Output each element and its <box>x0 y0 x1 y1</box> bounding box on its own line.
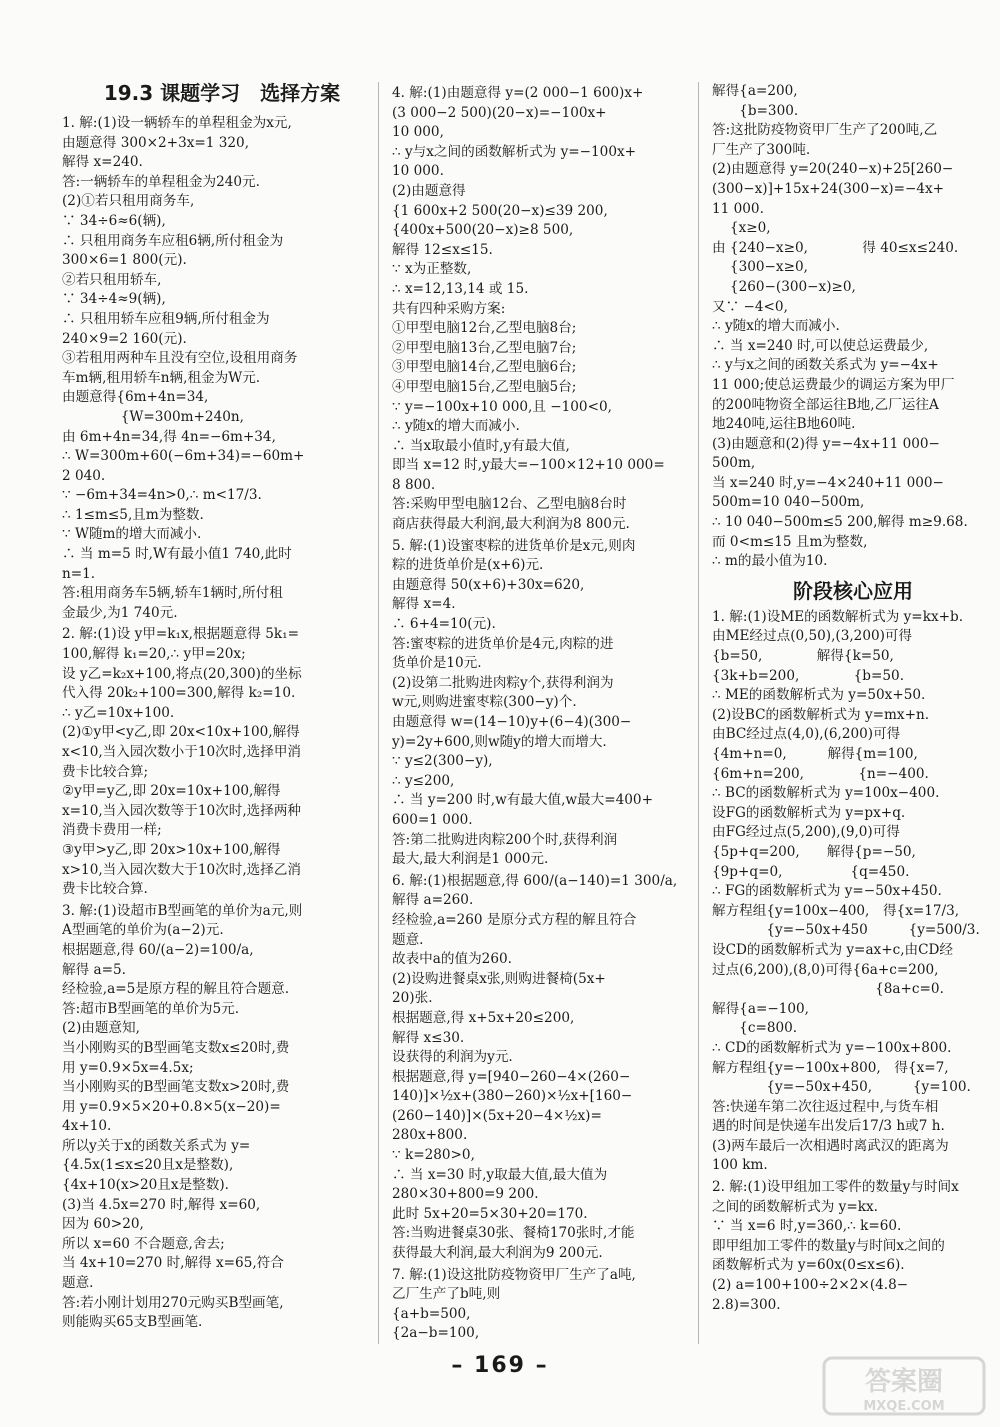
text-line: {9p+q=0, {q=450. <box>712 863 910 880</box>
text-line: 由 {240−x≥0, 得 40≤x≤240. <box>712 239 959 256</box>
text-line: 答:当购进餐桌30张、餐椅170张时,才能 <box>392 1225 635 1242</box>
text-line: ∴ y≤200, <box>392 772 455 789</box>
text-line: ∵ y≤2(300−y), <box>392 753 493 770</box>
column-divider-1 <box>378 82 379 1344</box>
text-line: {4.5x(1≤x≤20且x是整数), <box>62 1157 234 1174</box>
text-line: 粽的进货单价是(x+6)元. <box>392 557 544 574</box>
text-line: (2)由题意知, <box>62 1020 140 1037</box>
text-line: 货单价是10元. <box>392 655 482 672</box>
text-line: 解得 x=4. <box>392 596 456 613</box>
text-line: 当 x=240 时,y=−4×240+11 000− <box>712 474 944 491</box>
text-line: ④甲型电脑15台,乙型电脑5台; <box>392 378 577 395</box>
text-line: (3)由题意和(2)得 y=−4x+11 000− <box>712 435 940 452</box>
text-line: 11 000;使总运费最少的调运方案为甲厂 <box>712 376 955 393</box>
text-line: 解得 a=5. <box>62 961 126 978</box>
text-line: 之间的函数解析式为 y=kx. <box>712 1198 878 1215</box>
text-line: {4m+n=0, 解得{m=100, <box>712 746 918 762</box>
text-line: ∵ W随m的增大而减小. <box>62 526 202 543</box>
text-line: ∴ 1≤m≤5,且m为整数. <box>62 506 204 523</box>
text-line: 所以y关于x的函数关系式为 y= <box>62 1137 251 1154</box>
text-line: ∵ 34÷6≈6(辆), <box>62 212 166 229</box>
text-line: ∴ CD的函数解析式为 y=−100x+800. <box>712 1039 952 1056</box>
text-line: 500m=10 040−500m, <box>712 494 865 511</box>
text-line: 根据题意,得 x+5x+20≤200, <box>392 1009 575 1026</box>
text-line: ∴ 当 x=240 时,可以使总运费最少, <box>712 337 929 354</box>
text-line: (2)①若只租用商务车, <box>62 193 195 210</box>
text-line: x<10,当入园次数小于10次时,选择甲消 <box>62 744 302 760</box>
text-line: 由 6m+4n=34,得 4n=−6m+34, <box>62 428 276 445</box>
text-line: ∴ 6+4=10(元). <box>392 616 496 633</box>
column-2 <box>392 82 682 1344</box>
text-line: 经检验,a=260 是原分式方程的解且符合 <box>392 911 637 928</box>
text-line: {1 600x+2 500(20−x)≤39 200, <box>392 202 608 219</box>
text-line: ∴ 当 m=5 时,W有最小值1 740,此时 <box>62 546 292 563</box>
text-line: ∴ y乙=10x+100. <box>62 704 175 721</box>
text-line: 解得{a=−100, <box>712 1000 809 1017</box>
text-line: 300×6=1 800(元). <box>62 252 187 269</box>
text-line: 由FG经过点(5,200),(9,0)可得 <box>712 824 900 841</box>
text-line: 100 km. <box>712 1157 768 1174</box>
text-line: 280×30+800=9 200. <box>392 1186 539 1203</box>
text-line: 厂生产了300吨. <box>712 141 811 158</box>
text-line: ∴ y与x之间的函数解析式为 y=−100x+ <box>392 143 637 160</box>
text-line: 函数解析式为 y=60x(0≤x≤6). <box>712 1257 905 1274</box>
text-line: ∴ y随x的增大而减小. <box>712 318 840 335</box>
text-line: ∴ y随x的增大而减小. <box>392 418 520 435</box>
text-line: 由题意得{6m+4n=34, <box>62 389 209 406</box>
text-line: 答:超市B型画笔的单价为5元. <box>62 1000 240 1017</box>
text-line: ∴ FG的函数解析式为 y=−50x+450. <box>712 883 942 900</box>
text-line: ②y甲=y乙,即 20x=10x+100,解得 <box>62 783 281 800</box>
text-line: x>10,当入园次数大于10次时,选择乙消 <box>62 861 302 878</box>
text-line: ∴ 10 040−500m≤5 200,解得 m≥9.68. <box>712 514 968 531</box>
text-line: 10 000, <box>392 124 444 141</box>
text-line: (3 000−2 500)(20−x)=−100x+ <box>392 104 607 121</box>
text-line: y)=2y+600,则w随y的增大而增大. <box>392 733 607 750</box>
text-line: ∴ y与x之间的函数关系式为 y=−4x+ <box>712 357 939 374</box>
text-line: 当小刚购买的B型画笔支数x>20时,费 <box>62 1079 290 1096</box>
col3-body-b <box>712 608 994 1315</box>
text-line: (2)设第二批购进肉粽y个,获得利润为 <box>392 674 614 691</box>
text-line: 而 0<m≤15 且m为整数, <box>712 533 868 550</box>
text-line: (260−140)]×(5x+20−4×½x)= <box>392 1107 602 1124</box>
text-line: 8 800. <box>392 476 436 493</box>
text-line: {8a+c=0. <box>712 981 944 998</box>
text-line: {y=−50x+450, {y=100. <box>712 1079 971 1096</box>
text-line: 用 y=0.9×5x=4.5x; <box>62 1059 194 1076</box>
text-line: {4x+10(x>20且x是整数). <box>62 1177 229 1194</box>
text-line: 20)张. <box>392 990 433 1007</box>
text-line: 答:采购甲型电脑12台、乙型电脑8台时 <box>392 496 627 513</box>
column-1 <box>62 112 364 1344</box>
text-line: (3)当 4.5x=270 时,解得 x=60, <box>62 1196 261 1213</box>
column-3 <box>712 82 994 1344</box>
text-line: ∵ 当 x=6 时,y=360,∴ k=60. <box>712 1218 902 1235</box>
text-line: ③甲型电脑14台,乙型电脑6台; <box>392 359 577 376</box>
text-line: 280x+800. <box>392 1127 468 1144</box>
text-line: 所以 x=60 不合题意,舍去; <box>62 1235 225 1252</box>
text-line: (300−x)]+15x+24(300−x)=−4x+ <box>712 180 945 197</box>
text-line: 100,解得 k₁=20,∴ y甲=20x; <box>62 646 246 663</box>
text-line: 解得 a=260. <box>392 892 474 909</box>
text-line: ①甲型电脑12台,乙型电脑8台; <box>392 320 577 337</box>
text-line: 经检验,a=5是原方程的解且符合题意. <box>62 981 290 998</box>
text-line: 根据题意,得 y=[940−260−4×(260− <box>392 1068 631 1085</box>
text-line: ∴ 当x取最小值时,y有最大值, <box>392 437 570 454</box>
text-line: 题意. <box>392 931 424 948</box>
text-line: 140)]×½x+(380−260)×½x+[160− <box>392 1088 633 1105</box>
text-line: w元,则购进蜜枣粽(300−y)个. <box>392 694 577 711</box>
text-line: 由题意得 w=(14−10)y+(6−4)(300− <box>392 714 632 730</box>
text-line: 由BC经过点(4,0),(6,200)可得 <box>712 726 901 743</box>
text-line: ②若只租用轿车, <box>62 271 162 288</box>
text-line: {W=300m+240n, <box>62 408 244 425</box>
text-line: ∵ x为正整数, <box>392 261 472 278</box>
text-line: 用 y=0.9×5×20+0.8×5(x−20)= <box>62 1098 281 1115</box>
text-line: ∴ BC的函数解析式为 y=100x−400. <box>712 785 940 802</box>
text-line: 设CD的函数解析式为 y=ax+c,由CD经 <box>712 941 954 958</box>
text-line: 答:蜜枣粽的进货单价是4元,肉粽的进 <box>392 635 614 652</box>
text-line: (3)两车最后一次相遇时离武汉的距离为 <box>712 1137 949 1154</box>
text-line: ∴ W=300m+60(−6m+34)=−60m+ <box>62 448 305 465</box>
text-line: 根据题意,得 60/(a−2)=100/a, <box>62 941 254 958</box>
text-line: 当 4x+10=270 时,解得 x=65,符合 <box>62 1255 284 1272</box>
text-line: {y=−50x+450 {y=500/3. <box>712 922 980 939</box>
text-line: 6. 解:(1)根据题意,得 600/(a−140)=1 300/a, <box>392 872 678 889</box>
text-line: ∴ 只租用轿车应租9辆,所付租金为 <box>62 310 270 327</box>
text-line: 此时 5x+20=5×30+20=170. <box>392 1205 588 1222</box>
text-line: 1. 解:(1)设一辆轿车的单程租金为x元, <box>62 115 292 131</box>
text-line: (2)设购进餐桌x张,则购进餐椅(5x+ <box>392 970 606 987</box>
text-line: 3. 解:(1)设超市B型画笔的单价为a元,则 <box>62 902 303 919</box>
text-line: 即当 x=12 时,y最大=−100×12+10 000= <box>392 457 665 474</box>
text-line: 500m, <box>712 455 756 472</box>
column-divider-2 <box>698 82 699 1344</box>
text-line: 解得{a=200, <box>712 83 798 99</box>
text-line: 代入得 20k₂+100=300,解得 k₂=10. <box>62 685 296 702</box>
text-line: 车m辆,租用轿车n辆,租金为W元. <box>62 369 261 386</box>
text-line: 11 000. <box>712 200 764 217</box>
text-line: 获得最大利润,最大利润为9 200元. <box>392 1245 603 1262</box>
text-line: 遇的时间是快递车出发后17/3 h或7 h. <box>712 1118 945 1135</box>
col1-body <box>62 114 364 1333</box>
text-line: 由ME经过点(0,50),(3,200)可得 <box>712 628 913 645</box>
text-line: ∴ 当 y=200 时,w有最大值,w最大=400+ <box>392 792 653 809</box>
text-line: 又∵ −4<0, <box>712 298 788 315</box>
text-line: 当小刚购买的B型画笔支数x≤20时,费 <box>62 1039 290 1056</box>
text-line: {b=300. <box>712 102 799 119</box>
text-line: 2.8)=300. <box>712 1296 781 1313</box>
text-line: 由题意得 300×2+3x=1 320, <box>62 134 250 151</box>
text-line: {x≥0, <box>712 220 771 237</box>
text-line: 2 040. <box>62 467 106 484</box>
text-line: 5. 解:(1)设蜜枣粽的进货单价是x元,则肉 <box>392 537 636 554</box>
text-line: {260−(300−x)≥0, <box>712 278 856 295</box>
text-line: 费卡比较合算; <box>62 763 149 780</box>
text-line: 地240吨,运往B地60吨. <box>712 416 856 433</box>
text-line: ∴ 只租用商务车应租6辆,所付租金为 <box>62 232 284 249</box>
text-line: 4. 解:(1)由题意得 y=(2 000−1 600)x+ <box>392 85 644 101</box>
text-line: 过点(6,200),(8,0)可得{6a+c=200, <box>712 961 939 978</box>
text-line: 2. 解:(1)设 y甲=k₁x,根据题意得 5k₁= <box>62 626 299 643</box>
text-line: 240×9=2 160(元). <box>62 330 187 347</box>
text-line: 7. 解:(1)设这批防疫物资甲厂生产了a吨, <box>392 1266 636 1283</box>
text-line: {400x+500(20−x)≥8 500, <box>392 222 574 239</box>
text-line: 2. 解:(1)设甲组加工零件的数量y与时间x <box>712 1179 959 1196</box>
text-line: {c=800. <box>712 1020 798 1037</box>
text-line: ∴ x=12,13,14 或 15. <box>392 280 529 297</box>
text-line: 的200吨物资全部运往B地,乙厂运往A <box>712 396 939 413</box>
text-line: 设获得的利润为y元. <box>392 1049 513 1066</box>
text-line: ∴ m的最小值为10. <box>712 553 828 570</box>
text-line: ∵ k=280>0, <box>392 1147 475 1164</box>
text-line: {300−x≥0, <box>712 259 808 276</box>
text-line: ②甲型电脑13台,乙型电脑7台; <box>392 339 577 356</box>
col2-body <box>392 84 682 1344</box>
text-line: 设 y乙=k₂x+100,将点(20,300)的坐标 <box>62 665 302 682</box>
text-line: 答:一辆轿车的单程租金为240元. <box>62 173 260 190</box>
stage-title: 阶段核心应用 <box>793 578 913 603</box>
text-line: 解得 x≤30. <box>392 1029 465 1046</box>
text-line: 解方程组{y=−100x+800, 得{x=7, <box>712 1059 949 1076</box>
text-line: 因为 60>20, <box>62 1216 144 1233</box>
text-line: 题意. <box>62 1275 94 1292</box>
text-line: 最大,最大利润是1 000元. <box>392 851 549 868</box>
text-line: {5p+q=200, 解得{p=−50, <box>712 843 916 860</box>
watermark-logo <box>820 1354 990 1420</box>
text-line: ∵ y=−100x+10 000,且 −100<0, <box>392 398 612 415</box>
text-line: 解得 12≤x≤15. <box>392 241 493 258</box>
text-line: 即甲组加工零件的数量y与时间x之间的 <box>712 1237 945 1254</box>
text-line: 解方程组{y=100x−400, 得{x=17/3, <box>712 902 960 919</box>
text-line: (2)设BC的函数解析式为 y=mx+n. <box>712 706 930 723</box>
text-line: ∵ −6m+34=4n>0,∴ m<17/3. <box>62 487 262 504</box>
text-line: 答:若小刚计划用270元购买B型画笔, <box>62 1294 284 1311</box>
text-line: 商店获得最大利润,最大利润为8 800元. <box>392 516 630 533</box>
text-line: 1. 解:(1)设ME的函数解析式为 y=kx+b. <box>712 608 964 625</box>
text-line: 4x+10. <box>62 1118 112 1135</box>
text-line: 乙厂生产了b吨,则 <box>392 1286 501 1303</box>
text-line: 答:快递车第二次往返过程中,与货车相 <box>712 1098 939 1115</box>
text-line: 由题意得 50(x+6)+30x=620, <box>392 576 585 593</box>
svg-text:答案圈: 答案圈 <box>864 1367 944 1397</box>
text-line: 10 000. <box>392 163 444 180</box>
text-line: 金最少,为1 740元. <box>62 604 178 621</box>
text-line: {a+b=500, <box>392 1305 471 1322</box>
svg-text:MXQE.COM: MXQE.COM <box>863 1399 945 1414</box>
text-line: 解得 x=240. <box>62 154 143 171</box>
text-line: ∴ 当 x=30 时,y取最大值,最大值为 <box>392 1166 608 1183</box>
text-line: {3k+b=200, {b=50. <box>712 667 905 684</box>
text-line: 答:第二批购进肉粽200个时,获得利润 <box>392 831 618 848</box>
text-line: {2a−b=100, <box>392 1325 480 1342</box>
text-line: ∵ 34÷4≈9(辆), <box>62 291 166 308</box>
text-line: 故表中a的值为260. <box>392 951 512 968</box>
text-line: {b=50, 解得{k=50, <box>712 648 894 665</box>
text-line: (2)①y甲<y乙,即 20x<10x+100,解得 <box>62 724 300 741</box>
text-line: ③y甲>y乙,即 20x>10x+100,解得 <box>62 841 281 858</box>
text-line: 答:租用商务车5辆,轿车1辆时,所付租 <box>62 585 283 602</box>
text-line: (2)由题意得 <box>392 182 466 199</box>
text-line: ∴ ME的函数解析式为 y=50x+50. <box>712 687 926 704</box>
section-title: 19.3 课题学习 选择方案 <box>103 81 341 105</box>
text-line: n=1. <box>62 565 96 582</box>
text-line: 费卡比较合算. <box>62 881 148 898</box>
text-line: 600=1 000. <box>392 811 473 828</box>
text-line: {6m+n=200, {n=−400. <box>712 765 929 782</box>
text-line: 答:这批防疫物资甲厂生产了200吨,乙 <box>712 122 938 139</box>
text-line: x=10,当入园次数等于10次时,选择两种 <box>62 802 302 819</box>
text-line: 消费卡费用一样; <box>62 822 162 839</box>
text-line: ③若租用两种车且没有空位,设租用商务 <box>62 350 298 367</box>
col3-body-a <box>712 82 994 572</box>
text-line: A型画笔的单价为(a−2)元. <box>62 922 224 939</box>
text-line: 设FG的函数解析式为 y=px+q. <box>712 804 906 821</box>
text-line: 共有四种采购方案: <box>392 300 506 317</box>
text-line: (2) a=100+100÷2×2×(4.8− <box>712 1277 909 1294</box>
text-line: 则能购买65支B型画笔. <box>62 1314 203 1331</box>
text-line: (2)由题意得 y=20(240−x)+25[260− <box>712 161 954 178</box>
page-number: – 169 – <box>451 1353 549 1378</box>
